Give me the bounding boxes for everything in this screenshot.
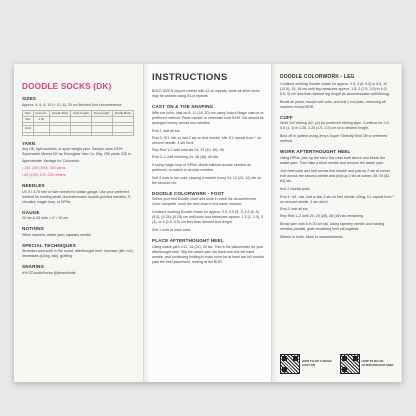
notions-text: Stitch markers, waste yarn, tapestry needle: [22, 232, 91, 237]
work-heel-heading: WORK AFTERTHOUGHT HEEL: [280, 149, 351, 154]
toe-rnd-2: Rnd 2: *K1, kfb; to last 2 sts on first needle, kfb, K1; repeat from * on second needle. 4 sts inc'd.: [152, 135, 261, 145]
toe-rnd-1: Rnd 1: knit all sts.: [152, 128, 181, 133]
table-cell: [23, 132, 34, 135]
table-cell: [49, 132, 70, 135]
table-cell: [91, 132, 112, 135]
table-cell: Adult: [23, 126, 34, 132]
panel-middle: [143, 64, 272, 382]
colorwork-foot-text-2: Continue working Doodle charts for approx. 2.5, 5.5 (6, 7) 4.5 (8, 8) (5.5), (5.25), (5.25) cm until sock foot measures approx. 1.5 (2, 2.5), 3 (4), or 5 (2.5, 8.5) cm less than desired foot length.: [152, 210, 264, 224]
cast-on-heading: CAST ON & TOE SHAPING: [152, 104, 214, 109]
heel-rnd-2: Rnd 2: knit all sts.: [280, 206, 309, 211]
table-cell: [112, 132, 134, 135]
fold-shadow: [144, 64, 150, 382]
notions-heading: NOTIONS: [22, 226, 44, 232]
special-techniques-heading: SPECIAL TECHNIQUES: [22, 242, 76, 248]
cast-on-text: With toe color, cast on 8, 12 (16, 20) toe using Judy's Magic cast on or preferred method. Place marker or otherwise note BOR. Sts should be arranged evenly across two needles.: [152, 110, 264, 125]
gauge-text: 22 sts & 28 rnds = 4" / 10 cm: [22, 216, 69, 221]
join-heel-text: Join heel color and knit across first needle and pick up 2 sts at corner. Knit across the second needle and pick up 2 sts at corner. 28, 40 (52, 64) sts.: [280, 168, 391, 183]
toe-rnd-3: Rnd 3–2 until reaching 24, 36 (48), 60 sts.: [152, 154, 219, 159]
weave-ends-text: Weave in ends; block to measurements.: [280, 234, 344, 239]
cuff-heading: CUFF: [280, 114, 293, 120]
table-cell: 4 (8): [33, 116, 49, 122]
bind-off-text: Bind off in pattern using Jeny's Super Stretchy Bind Off or preferred method.: [280, 134, 388, 143]
qr-magic-cast-on[interactable]: [280, 354, 336, 374]
needles-heading: NEEDLES: [22, 183, 45, 189]
panel-right: [272, 64, 401, 382]
toe-repeat: Rep Rnd 1-2 until total sts 24, 32 (40, 48), 56.: [152, 147, 225, 152]
bold-sizes-note: BOLD SIZES require needle with 12-st repeats, while all other sizes may be worked using 24-st repeats.: [152, 89, 260, 98]
instructions-title: INSTRUCTIONS: [152, 72, 228, 83]
qr-code-row: [280, 354, 395, 374]
qr-label: HOW TO DO A MAGIC CAST ON: [302, 359, 333, 367]
needles-text: US 5 / 3.75 mm or size needed to obtain gauge. Use your preferred method for knitting small circumferences: double-pointed needles, 9" circulars, magic loop, or DPNs.: [22, 189, 131, 204]
sizes-text: Approx. 4, 6, 8, 10 (+ 12, 8), 20 cm finished foot circumference: [22, 102, 122, 107]
sizes-heading: SIZES: [22, 96, 37, 101]
yarn-heading: YARN: [22, 140, 36, 146]
fold-shadow: [272, 64, 278, 382]
yardage-values: • 150, 250 (300), 350 yards: [22, 166, 66, 171]
cuff-text: Work 2x2 ribbing (k2, p2) for preferred ribbing style. Continue for 0.5, 0.5 (1, 1) in 1.25, 2.25 (2.5, 2.5) cm or to desired length.: [280, 121, 390, 130]
heel-repeat: Rep Rnd 1–2 until 20, 24 (28), 28 (16) sts remaining.: [280, 213, 364, 218]
table-header-cell: Foot circ.: [33, 110, 49, 116]
colorwork-foot-text-1: Select your first Doodle chart and work it round the circumference. Once complete, work the next chart in the same manner.: [152, 197, 258, 206]
qr-code-icon[interactable]: [340, 354, 360, 374]
table-header-cell: Foot Lengthⁱ: [91, 110, 112, 116]
magic-loop-note: If using magic loop or DPNs, divide stitches across needles as preferred, or switch to circular needles.: [152, 162, 252, 172]
qr-label: HOW TO DO AN AFTERTHOUGHT HEEL: [361, 359, 394, 367]
table-cell: [71, 132, 91, 135]
sizes-table: [22, 110, 134, 136]
place-heel-text: Using waste yarn, k12, 18 (24), 30 sts. This is the placeholder for your afterthought heel. Slip the waste yarn sts back onto the left hand needle, and continuing knitting in main color for at least two full rounds past the heel placement, ending at the BOR.: [152, 244, 264, 264]
colorwork-leg-heading: DOODLE COLORWORK - LEG: [280, 74, 355, 80]
table-header-cell: Foot Length: [71, 110, 91, 116]
table-cell: [33, 132, 49, 135]
yarn-text: Any DK, light worsted, or sport weight yarn. Sample uses 100% Superwash Merino DK by Moonglow Yarn Co. 50g, 250 yards 228 m.: [22, 147, 132, 157]
graft-text: Break yarn with 8 in 20 cm tail. Using tapestry needle and holding needles parallel, graft remaining heel sts together.: [280, 221, 385, 231]
qr-afterthought-heel[interactable]: [340, 354, 396, 374]
knit-two-rounds: Knit 2 rounds plain.: [280, 186, 311, 191]
work-heel-text: Using DPNs, pick up the sts in the rows both above and below the waste yarn. Then take a blunt needle and remove the waste yarn.: [280, 155, 386, 165]
sharing-heading: SHARING: [22, 264, 45, 270]
heel-rnd-1: Rnd 1: *k1, ssk, knit to last 3 sts on first needle, k2tog, k1; repeat from * on second needle. 4 sts dec'd.: [280, 194, 394, 204]
pattern-booklet: [14, 64, 402, 382]
sharing-text: #YKCDoodleSocks @jbeanbknits: [22, 270, 76, 275]
table-cell: Kids: [23, 116, 34, 122]
special-techniques-text: Stranded colorwork in the round, afterthought heel, increase (kfb, m1), decreases (k2tog, ssk), grafting: [22, 249, 134, 259]
knit-main-color: Knit 2 rnds in main color.: [152, 228, 192, 232]
table-row: [23, 132, 134, 135]
table-header-cell: Size: [23, 110, 34, 116]
colorwork-foot-heading: DOODLE COLORWORK - FOOT: [152, 190, 225, 196]
panel-left: [14, 64, 143, 382]
pattern-title: DOODLE SOCKS (DK): [22, 82, 112, 91]
knit-two-rnds: Knit 2 rnds in toe color, placing a marker every 24, 12 (24, 12) sts on the second rnd.: [152, 175, 261, 185]
colorwork-leg-text: Continue working Doodle charts for approx. 2.5, 4 (5, 6.5) in 8.5, 10 (12.5), 15, 16 cm until leg measures approx. 1.5, 2 (2.5, 3.5) in 4 (5, 6.5, 9) cm less than desired leg length (to accommodate cuff/ribbing).: [280, 81, 391, 96]
qr-code-icon[interactable]: [280, 354, 300, 374]
table-header-cell: Doodle Body: [49, 110, 70, 116]
break-yarn-text: Break all yarns, except cuff color, and knit 1 rnd plain, removing all markers except BOR.: [280, 99, 386, 109]
place-heel-heading: PLACE AFTERTHOUGHT HEEL: [152, 238, 224, 243]
gauge-heading: GAUGE: [22, 209, 40, 215]
yardage-values-metric: • 60 (125), 175, 225 meters: [22, 173, 66, 178]
yardage-text: Approximate Yardage for Colorwork:: [22, 159, 80, 164]
table-header-cell: Doodle Body: [112, 110, 134, 116]
